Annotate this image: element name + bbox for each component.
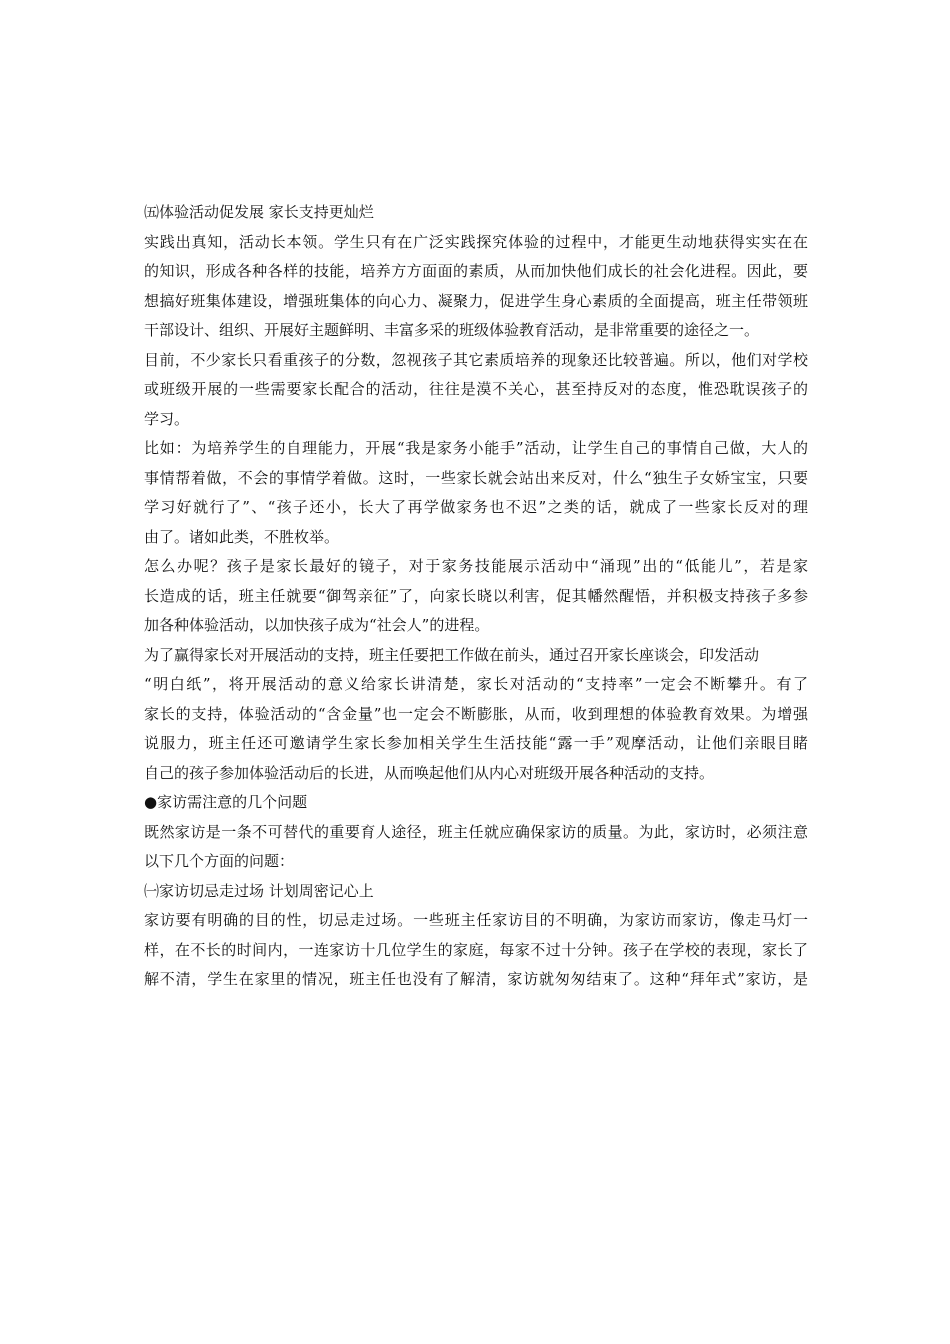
text-line: 比如：为培养学生的自理能力，开展“我是家务小能手”活动，让学生自己的事情自己做，大人的 <box>144 439 808 457</box>
text-line: 长造成的话，班主任就要“御驾亲征”了，向家长晓以利害，促其幡然醒悟，并积极支持孩子多参 <box>144 586 808 605</box>
text-line: 目前，不少家长只看重孩子的分数，忽视孩子其它素质培养的现象还比较普遍。所以，他们对学校 <box>144 350 808 369</box>
text-line: 家长的支持，体验活动的“含金量”也一定会不断膨胀，从而，收到理想的体验教育效果。为增强 <box>144 704 808 723</box>
text-line: 想搞好班集体建设，增强班集体的向心力、凝聚力，促进学生身心素质的全面提高，班主任带领班 <box>144 291 808 310</box>
text-line: 为了赢得家长对开展活动的支持，班主任要把工作做在前头，通过召开家长座谈会，印发活动 <box>144 645 760 664</box>
text-line: 学习。 <box>144 409 190 428</box>
text-line: 由了。诸如此类，不胜枚举。 <box>144 527 340 546</box>
text-line: 实践出真知，活动长本领。学生只有在广泛实践探究体验的过程中，才能更生动地获得实实在在 <box>144 232 808 251</box>
text-line: 以下几个方面的问题： <box>144 852 295 870</box>
text-line: “明白纸”，将开展活动的意义给家长讲清楚，家长对活动的“支持率”一定会不断攀升。有了 <box>144 675 808 693</box>
text-line: 的知识，形成各种各样的技能，培养方方面面的素质，从而加快他们成长的社会化进程。因此，要 <box>144 262 808 280</box>
text-line: 解不清，学生在家里的情况，班主任也没有了解清，家访就匆匆结束了。这种“拜年式”家访，是 <box>144 970 808 988</box>
text-line: 干部设计、组织、开展好主题鲜明、丰富多采的班级体验教育活动，是非常重要的途径之一。 <box>144 321 760 339</box>
text-line: 家访要有明确的目的性，切忌走过场。一些班主任家访目的不明确，为家访而家访，像走马灯一 <box>144 911 808 929</box>
text-line: 加各种体验活动，以加快孩子成为“社会人”的进程。 <box>144 616 490 634</box>
text-line: ●家访需注意的几个问题 <box>144 793 308 811</box>
text-line: 既然家访是一条不可替代的重要育人途径，班主任就应确保家访的质量。为此，家访时，必须注意 <box>144 822 808 841</box>
text-line: 或班级开展的一些需要家长配合的活动，往往是漠不关心，甚至持反对的态度，惟恐耽误孩子的 <box>144 380 808 398</box>
document-body <box>144 198 808 995</box>
text-line: 怎么办呢？孩子是家长最好的镜子，对于家务技能展示活动中“涌现”出的“低能儿”，若是家 <box>144 557 808 575</box>
text-line: 说服力，班主任还可邀请学生家长参加相关学生生活技能“露一手”观摩活动，让他们亲眼目睹 <box>144 734 808 752</box>
text-line: ㈤体验活动促发展 家长支持更灿烂 <box>144 203 374 221</box>
text-line: 事情帮着做，不会的事情学着做。这时，一些家长就会站出来反对，什么“独生子女娇宝宝，只要 <box>144 468 808 487</box>
text-line: ㈠家访切忌走过场 计划周密记心上 <box>144 881 374 900</box>
text-line: 学习好就行了”、“孩子还小，长大了再学做家务也不迟”之类的话，就成了一些家长反对的理 <box>144 498 808 516</box>
text-line: 样，在不长的时间内，一连家访十几位学生的家庭，每家不过十分钟。孩子在学校的表现，家长了 <box>144 940 808 959</box>
text-line: 自己的孩子参加体验活动后的长进，从而唤起他们从内心对班级开展各种活动的支持。 <box>144 763 715 782</box>
